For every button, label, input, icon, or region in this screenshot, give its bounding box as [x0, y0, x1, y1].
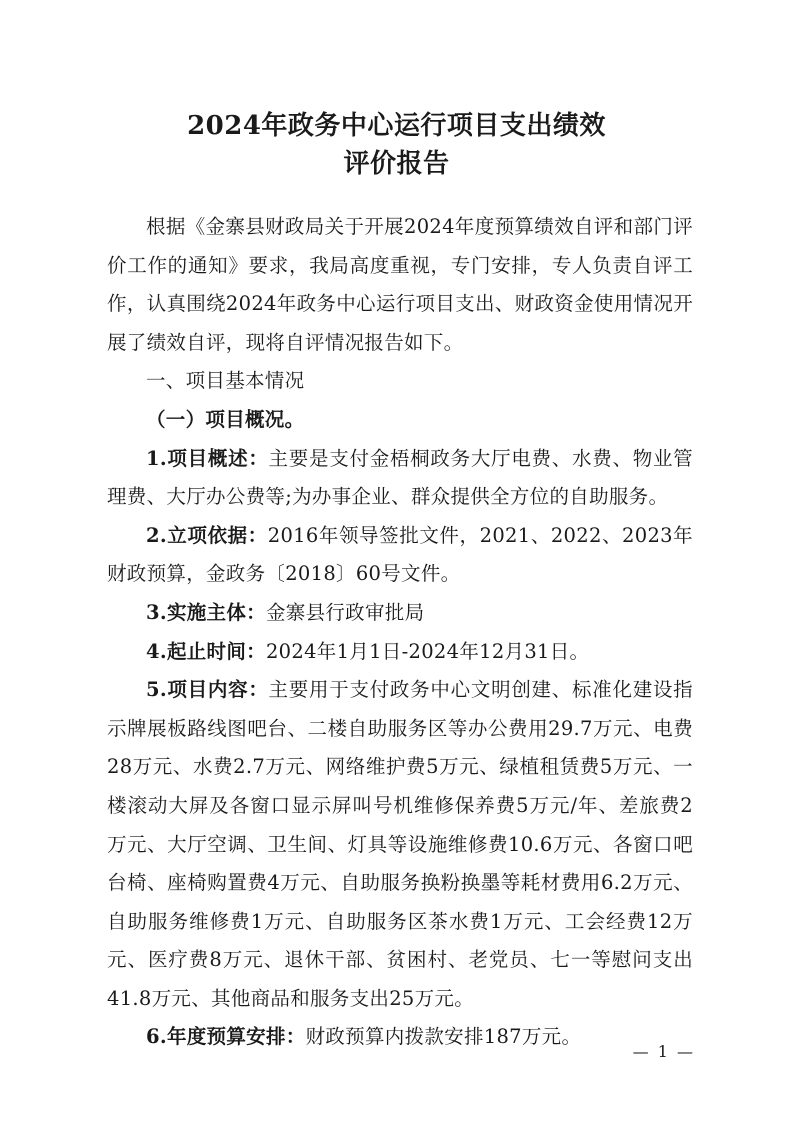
subsection-heading: （一）项目概况。: [146, 407, 305, 431]
item-label: 1.项目概述：: [146, 446, 269, 470]
item-basis: [107, 517, 693, 594]
page-number: — 1 —: [632, 1042, 695, 1061]
item-label: 2.立项依据：: [146, 523, 268, 547]
item-overview: [107, 440, 693, 517]
item-implementer: [107, 594, 693, 633]
item-label: 5.项目内容：: [146, 678, 269, 702]
item-budget: [107, 1018, 693, 1057]
section-heading: 一、项目基本情况: [146, 369, 305, 393]
report-title-line-2: 评价报告: [343, 149, 450, 179]
report-title-line-1: 2024年政务中心运行项目支出绩效: [187, 111, 606, 141]
item-text: 主要是支付金梧桐政务大厅电费、水费、物业管理费、大厅办公费等;为办事企业、群众提供全方位的自助服务。: [107, 446, 693, 509]
report-body: [107, 208, 693, 1057]
item-label: 3.实施主体：: [146, 600, 266, 624]
item-text: 2024年1月1日-2024年12月31日。: [265, 639, 590, 663]
item-text: 金寨县行政审批局: [265, 600, 425, 624]
intro-paragraph: 根据《金寨县财政局关于开展2024年度预算绩效自评和部门评价工作的通知》要求，我局高度重视，专门安排，专人负责自评工作，认真围绕2024年政务中心运行项目支出、财政资金使用情况开展了绩效自评，现将自评情况报告如下。: [107, 215, 693, 354]
item-content: [107, 671, 693, 1018]
item-period: [107, 633, 693, 672]
item-text: 财政预算内拨款安排187万元。: [305, 1025, 582, 1049]
item-text: 2016年领导签批文件，2021、2022、2023年财政预算，金政务〔2018〕60号文件。: [107, 523, 693, 586]
item-text: 主要用于支付政务中心文明创建、标准化建设指示牌展板路线图吧台、二楼自助服务区等办公费用29.7万元、电费28万元、水费2.7万元、网络维护费5万元、绿植租赁费5万元、一楼滚动大屏及各窗口显示屏叫号机维修保养费5万元/年、差旅费2万元、大厅空调、卫生间、灯具等设施维修费10.6万元、各窗口吧台椅、座椅购置费4万元、自助服务换粉换墨等耗材费用6.2万元、自助服务维修费1万元、自助服务区茶水费1万元、工会经费12万元、医疗费8万元、退休干部、贫困村、老党员、七一等慰问支出41.8万元、其他商品和服务支出25万元。: [107, 678, 693, 1010]
item-label: 6.年度预算安排：: [146, 1025, 306, 1049]
item-label: 4.起止时间：: [146, 639, 266, 663]
